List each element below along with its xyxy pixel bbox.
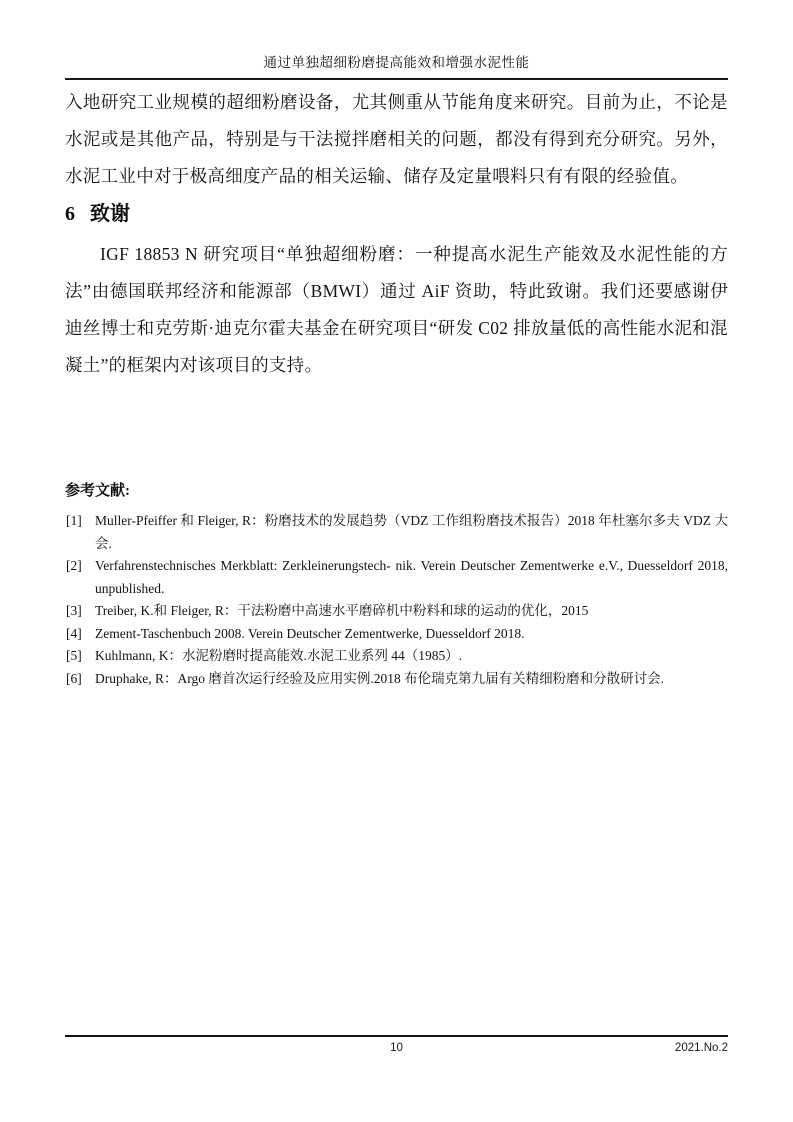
reference-label: [6] bbox=[66, 670, 82, 686]
reference-label: [5] bbox=[66, 648, 82, 663]
reference-text: Muller-Pfeiffer 和 Fleiger, R：粉磨技术的发展趋势（VDZ 工作组粉磨技术报告）2018 年杜塞尔多夫 VDZ 大会. bbox=[95, 513, 728, 551]
reference-text: Kuhlmann, K：水泥粉磨时提高能效.水泥工业系列 44（1985）. bbox=[95, 648, 463, 663]
references-heading: 参考文献: bbox=[65, 483, 130, 499]
page-footer bbox=[65, 1035, 728, 1054]
reference-label: [1] bbox=[66, 513, 82, 528]
section-title: 致谢 bbox=[90, 203, 130, 225]
references-section bbox=[65, 481, 728, 690]
reference-text: Verfahrenstechnisches Merkblatt: Zerkleinerungstech- nik. Verein Deutscher Zementwerke e.V., Duesseldorf 2018, unpublished. bbox=[95, 558, 728, 596]
running-header bbox=[65, 0, 728, 71]
reference-item bbox=[65, 510, 728, 555]
reference-item bbox=[65, 600, 728, 623]
reference-text: Treiber, K.和 Fleiger, R：干法粉磨中高速水平磨碎机中粉料和球的运动的优化，2015 bbox=[95, 603, 589, 618]
reference-label: [4] bbox=[66, 625, 82, 641]
running-header-title: 通过单独超细粉磨提高能效和增强水泥性能 bbox=[263, 55, 530, 70]
acknowledgement-paragraph: IGF 18853 N 研究项目“单独超细粉磨：一种提高水泥生产能效及水泥性能的方法”由德国联邦经济和能源部（BMWI）通过 AiF 资助，特此致谢。我们还要感谢伊迪丝博士和克劳斯·迪克尔霍夫基金在研究项目“研发 C02 排放量低的高性能水泥和混凝土”的框架内对该项目的支持。 bbox=[65, 244, 728, 375]
page-content bbox=[65, 0, 728, 690]
issue-number: 2021.No.2 bbox=[674, 1042, 728, 1054]
reference-text: Zement-Taschenbuch 2008. Verein Deutscher Zementwerke, Duesseldorf 2018. bbox=[95, 625, 525, 641]
reference-label: [2] bbox=[66, 558, 82, 573]
body-paragraph-continuation: 入地研究工业规模的超细粉磨设备，尤其侧重从节能角度来研究。目前为止，不论是水泥或是其他产品，特别是与干法搅拌磨相关的问题，都没有得到充分研究。另外，水泥工业中对于极高细度产品的相关运输、储存及定量喂料只有有限的经验值。 bbox=[65, 92, 728, 186]
page-number: 10 bbox=[390, 1042, 403, 1054]
reference-label: [3] bbox=[66, 603, 82, 618]
reference-item bbox=[65, 645, 728, 668]
reference-item bbox=[65, 555, 728, 600]
reference-list bbox=[65, 510, 728, 690]
section-heading-acknowledgement bbox=[65, 200, 728, 229]
header-rule bbox=[65, 78, 728, 80]
section-number: 6 bbox=[65, 203, 75, 225]
reference-text: Druphake, R：Argo 磨首次运行经验及应用实例.2018 布伦瑞克第九届有关精细粉磨和分散研讨会. bbox=[95, 670, 664, 686]
reference-item bbox=[65, 668, 728, 691]
reference-item bbox=[65, 623, 728, 646]
